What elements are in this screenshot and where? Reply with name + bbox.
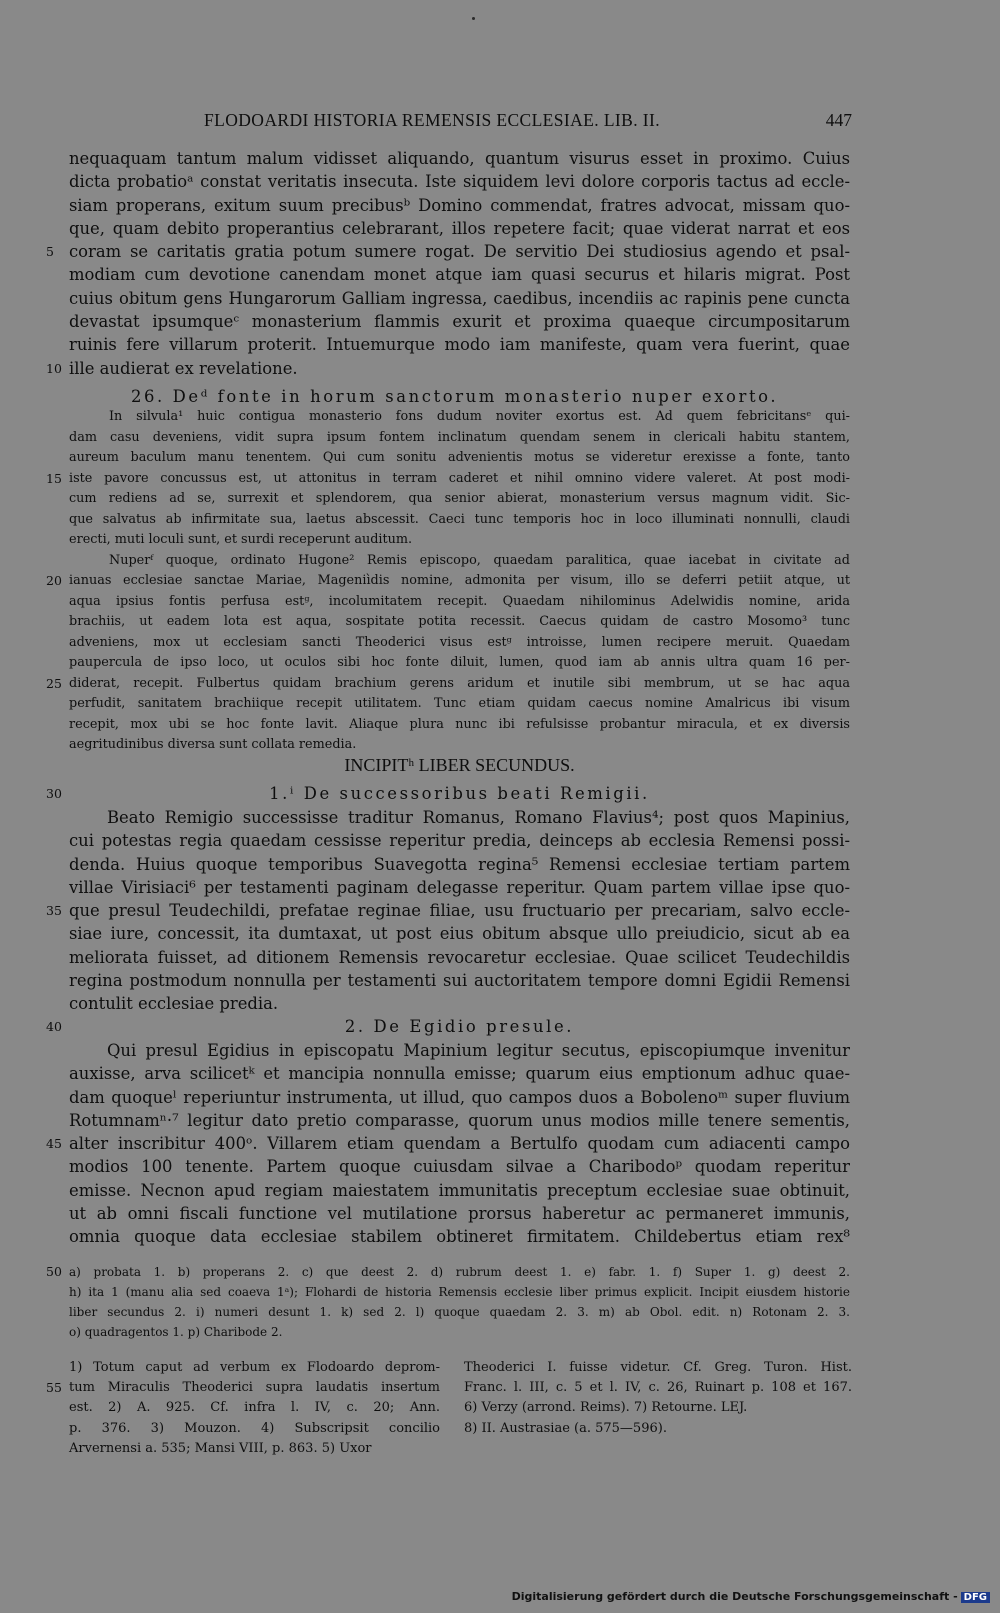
text-line: siae iure, concessit, ita dumtaxat, ut post eius obitum absque ullo preiudicio, sicut ab ea — [69, 924, 850, 944]
text-line: cum rediens ad se, surrexit et splendorem, qua senior abierat, monasterium versus magnum vidit. Sic- — [69, 491, 850, 506]
text-line: 5 coram se caritatis gratia potum sumere rogat. De servitio Dei studiosius agendo et psal- — [69, 240, 850, 263]
text-line: brachiis, ut eadem lota est aqua, sospitate potita recessit. Caecus quidam de castro Mosomo³ tunc — [69, 614, 850, 629]
line-number: 35 — [46, 903, 62, 919]
footnote-line: 6) Verzy (arrond. Reims). 7) Retourne. LEJ. — [464, 1400, 748, 1416]
text-line: que, quam debito properantius celebrarant, illos repetere facit; quae viderat narrat et eos — [69, 218, 850, 238]
text-line: perfudit, sanitatem brachiique recepit utilitatem. Tunc etiam quidam caecus nomine Amalricus ibi visum — [69, 696, 850, 711]
text-line: modios 100 tenente. Partem quoque cuiusdam silvae a Charibodoᵖ quodam reperitur — [69, 1157, 850, 1177]
footnote-line: h) ita 1 (manu alia sed coaeva 1ᵃ); Flohardi de historia Remensis ecclesie liber primus explicit. Incipit eiusdem historie — [69, 1285, 850, 1299]
text-line: emisse. Necnon apud regiam maiestatem immunitatis preceptum ecclesiae suae obtinuit, — [69, 1180, 850, 1200]
text-line: Rotumnamⁿ·⁷ legitur dato pretio comparasse, quorum unus modios mille tenere sementis, — [69, 1110, 850, 1130]
text-line: In silvula¹ huic contigua monasterio fons dudum noviter exortus est. Ad quem febricitansᵉ qui- — [109, 409, 850, 424]
text-line: recepit, mox ubi se hoc fonte lavit. Aliaque plura nunc ibi refulsisse probantur miracula, et ex diversis — [69, 716, 850, 732]
text-line: aqua ipsius fontis perfusa estᵍ, incolumitatem recepit. Quaedam nihilominus Adelwidis nomine, arida — [69, 593, 850, 609]
line-number: 40 — [46, 1019, 62, 1034]
line-number: 5 — [46, 244, 54, 260]
text-line: devastat ipsumqueᶜ monasterium flammis exurit et proxima quaeque circumpositarum — [69, 312, 850, 332]
text-line: paupercula de ipso loco, ut oculos sibi hoc fonte diluit, lumen, quod iam ab annis ultra quam 16 per- — [69, 655, 850, 670]
source-notes-right — [464, 1358, 852, 1439]
running-header — [204, 110, 852, 131]
text-line: erecti, muti loculi sunt, et surdi receperunt auditum. — [69, 532, 413, 547]
text-line: aureum baculum manu tenentem. Qui cum sonitu advenientis motus se videretur erexisse a fonte, tanto — [69, 450, 850, 465]
text-line: denda. Huius quoque temporibus Suavegotta regina⁵ Remensi ecclesiae tertiam partem — [69, 854, 850, 874]
line-number: 45 — [46, 1136, 62, 1152]
chapter-heading-2: 40 2. De Egidio presule. — [69, 1015, 850, 1038]
text-line: 45 alter inscribitur 400ᵒ. Villarem etiam quendam a Bertulfo quodam cum adiacenti campo — [69, 1132, 850, 1155]
text-line: Qui presul Egidius in episcopatu Mapinium legitur secutus, episcopiumque invenitur — [107, 1041, 850, 1060]
main-text-block — [46, 147, 850, 380]
text-line: modiam cum devotione canendam monet atque iam quasi securus et hilaris migrat. Post — [69, 265, 850, 285]
text-line: 10 ille audierat ex revelatione. — [69, 357, 850, 380]
section-1-text — [46, 806, 850, 1016]
text-line: dam quoqueˡ reperiuntur instrumenta, ut illud, quo campos duos a Bobolenoᵐ super fluvium — [69, 1087, 850, 1107]
text-line: Nuperᶠ quoque, ordinato Hugone² Remis episcopo, quaedam paralitica, quae iacebat in civitate ad — [109, 552, 850, 568]
text-line: dam casu deveniens, vidit supra ipsum fontem inclinatum quendam senem in clericali habitu stantem, — [69, 429, 850, 445]
text-line: Beato Remigio successisse traditur Romanus, Romano Flavius⁴; post quos Mapinius, — [107, 808, 850, 827]
footnote-line: Franc. l. III, c. 5 et l. IV, c. 26, Ruinart p. 108 et 167. — [464, 1380, 852, 1396]
footnote-line: est. 2) A. 925. Cf. infra l. IV, c. 20; Ann. — [69, 1400, 440, 1416]
variant-notes — [46, 1262, 850, 1342]
footnote-line: Theoderici I. fuisse videtur. Cf. Greg. Turon. Hist. — [464, 1360, 852, 1375]
line-number: 15 — [46, 470, 62, 486]
running-title: FLODOARDI HISTORIA REMENSIS ECCLESIAE. LIB. II. — [204, 110, 660, 130]
text-line: 25 diderat, recepit. Fulbertus quidam brachium gerens aridum et inutile sibi membrum, ut se hac aqua — [69, 674, 850, 695]
footnote-line: p. 376. 3) Mouzon. 4) Subscripsit concilio — [69, 1420, 440, 1436]
text-line: 35 que presul Teudechildi, prefatae reginae filiae, usu fructuario per precariam, salvo eccle- — [69, 899, 850, 922]
scan-speck — [472, 17, 475, 20]
text-line: 15 iste pavore concussus est, ut attonitus in terram caderet et nihil omnino videre valeret. At post modi- — [69, 469, 850, 490]
footnote-line: 55 tum Miraculis Theoderici supra laudatis insertum — [69, 1378, 440, 1398]
text-line: auxisse, arva scilicetᵏ et mancipia nonnulla emisse; quarum eius emptionum adhuc quae- — [69, 1064, 850, 1084]
line-number: 25 — [46, 675, 62, 691]
text-line: 20 ianuas ecclesiae sanctae Mariae, Mageniìdis nomine, admonita per visum, illo se deferri petiit atque, ut — [69, 571, 850, 592]
book-incipit: INCIPITʰ LIBER SECUNDUS. — [344, 755, 575, 775]
footnote-line: o) quadragentos 1. p) Charibode 2. — [69, 1325, 283, 1339]
source-notes-left — [46, 1358, 440, 1459]
text-line: que salvatus ab infirmitate sua, laetus abscessit. Caeci tunc temporis hoc in loco illuminati nonnulli, claudi — [69, 511, 850, 527]
small-print-block — [46, 407, 850, 756]
footnote-line: Arvernensi a. 535; Mansi VIII, p. 863. 5) Uxor — [69, 1440, 372, 1456]
footnote-line: 8) II. Austrasiae (a. 575—596). — [464, 1420, 667, 1436]
footnote-line: liber secundus 2. i) numeri desunt 1. k) sed 2. l) quoque quaedam 2. 3. m) ab Obol. edit. n) Rotonam 2. 3. — [69, 1305, 850, 1319]
text-line: cui potestas regia quaedam cessisse reperitur predia, deinceps ab ecclesia Remensi possi- — [69, 831, 850, 851]
digitization-credit — [512, 1590, 990, 1603]
chapter-heading-26: 26. Deᵈ fonte in horum sanctorum monasterio nuper exorto. — [131, 387, 779, 406]
credit-text: Digitalisierung gefördert durch die Deutsche Forschungsgemeinschaft - — [511, 1590, 958, 1603]
text-line: ruinis fere villarum proterit. Intuemurque modo iam manifeste, quam vera fuerint, quae — [69, 335, 850, 355]
chapter-heading-1: 30 1.ⁱ De successoribus beati Remigii. — [69, 782, 850, 805]
line-number: 10 — [46, 360, 62, 376]
text-line: cuius obitum gens Hungarorum Galliam ingressa, caedibus, incendiis ac rapinis pene cuncta — [69, 288, 850, 308]
line-number: 30 — [46, 786, 62, 801]
text-line: nequaquam tantum malum vidisset aliquando, quantum visurus esset in proximo. Cuius — [69, 149, 850, 168]
text-line: meliorata fuisset, ad ditionem Remensis revocaretur ecclesiae. Quae scilicet Teudechildis — [69, 947, 850, 967]
text-line: ut ab omni fiscali functione vel mutilatione prorsus haberetur ac permaneret immunis, — [69, 1204, 850, 1224]
line-number: 50 — [46, 1264, 62, 1279]
text-line: contulit ecclesiae predia. — [69, 994, 279, 1014]
dfg-logo: DFG — [961, 1592, 990, 1603]
text-line: villae Virisiaci⁶ per testamenti paginam delegasse reperitur. Quam partem villae ipse quo- — [69, 877, 850, 897]
text-line: omnia quoque data ecclesiae stabilem obtineret firmitatem. Childebertus etiam rex⁸ — [69, 1227, 850, 1247]
footnote-line: 50 a) probata 1. b) properans 2. c) que deest 2. d) rubrum deest 1. e) fabr. 1. f) Super 1. g) deest 2. — [69, 1262, 850, 1282]
text-line: adveniens, mox ut ecclesiam sancti Theoderici visus estᵍ introisse, lumen recipere meruit. Quaedam — [69, 634, 850, 650]
footnote-line: 1) Totum caput ad verbum ex Flodoardo deprom- — [69, 1360, 440, 1375]
page-number: 447 — [825, 110, 852, 130]
line-number: 20 — [46, 573, 62, 588]
text-line: dicta probatioᵃ constat veritatis insecuta. Iste siquidem levi dolore corporis tactus ad eccle- — [69, 172, 850, 192]
text-line: aegritudinibus diversa sunt collata remedia. — [69, 737, 357, 752]
section-2-text — [46, 1039, 850, 1249]
line-number: 55 — [46, 1380, 62, 1396]
text-line: regina postmodum nonnulla per testamenti sui auctoritatem tempore domni Egidii Remensi — [69, 971, 850, 991]
text-line: siam properans, exitum suum precibusᵇ Domino commendat, fratres advocat, missam quo- — [69, 195, 850, 215]
